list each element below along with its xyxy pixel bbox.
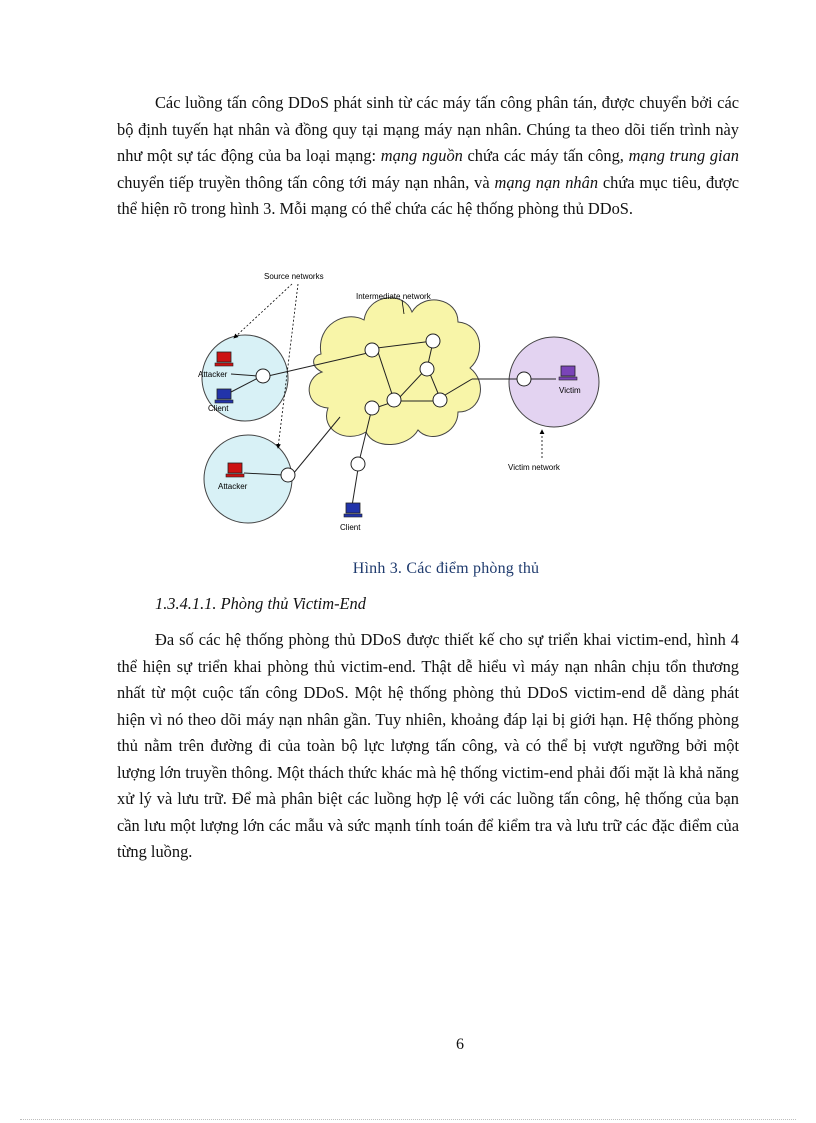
router-node — [365, 401, 379, 415]
router-node — [281, 468, 295, 482]
router-node — [387, 393, 401, 407]
client-computer-icon — [344, 503, 362, 517]
router-node — [433, 393, 447, 407]
intro-text-1: Các luồng tấn công DDoS phát sinh từ các máy tấn công phân tán, được chuyển bởi các bộ định tuyến hạt nhân và đồng quy tại mạng máy nạn nhân. Chúng ta theo dõi tiến trình này như một sự tác động của ba loại mạng: — [117, 93, 739, 165]
victim-computer-icon — [559, 366, 577, 380]
section-subheading: 1.3.4.1.1. Phòng thủ Victim-End — [155, 594, 366, 613]
router-node — [351, 457, 365, 471]
router-node — [420, 362, 434, 376]
attacker-computer-icon — [226, 463, 244, 477]
attacker-label: Attacker — [218, 482, 248, 491]
router-node — [517, 372, 531, 386]
intro-text-4: chứa mục tiêu, được thể hiện rõ trong hình 3. Mỗi mạng có thể chứa các hệ thống phòng thủ DDoS. — [117, 172, 740, 218]
router-node — [256, 369, 270, 383]
router-node — [426, 334, 440, 348]
term-source-network: mạng nguồn — [380, 146, 463, 165]
network-diagram — [186, 262, 606, 540]
figure-caption: Hình 3. Các điểm phòng thủ — [352, 560, 540, 577]
victim-network-label: Victim network — [508, 463, 560, 472]
source-networks-label: Source networks — [264, 272, 324, 281]
page-bottom-divider — [20, 1119, 796, 1120]
client-label: Client — [208, 404, 229, 413]
client-computer-icon — [215, 389, 233, 403]
client-label: Client — [340, 523, 361, 532]
router-node — [365, 343, 379, 357]
victim-label: Victim — [559, 386, 581, 395]
term-intermediate-network: mạng trung gian — [628, 146, 739, 165]
intermediate-network-label: Intermediate network — [356, 292, 431, 301]
page-number: 6 — [456, 1036, 464, 1053]
intro-text-2: chứa các máy tấn công, — [462, 146, 629, 165]
term-victim-network: mạng nạn nhân — [494, 172, 599, 192]
attacker-computer-icon — [215, 352, 233, 366]
intro-text-3: chuyển tiếp truyền thông tấn công tới máy nạn nhân, và — [117, 172, 495, 192]
victim-end-paragraph: Đa số các hệ thống phòng thủ DDoS được thiết kế cho sự triển khai victim-end, hình 4 thể hiện sự triển khai phòng thủ victim-end. Thật dễ hiểu vì máy nạn nhân chịu tổn thương nhất từ một cuộc tấn công DDoS. Một hệ thống phòng thủ DDoS victim-end dễ dàng phát hiện vì nó theo dõi máy nạn nhân gần. Tuy nhiên, khoảng đáp lại bị giới hạn. Hệ thống phòng thủ nằm trên đường đi của toàn bộ lực lượng tấn công, và có thể bị vượt ngưỡng bởi một lượng lớn truyền thông. Một thách thức khác mà hệ thống victim-end phải đối mặt là khả năng xử lý và lưu trữ. Để mà phân biệt các luồng hợp lệ với các luồng tấn công, hệ thống của bạn cần lưu một lượng lớn các mẫu và sức mạnh tính toán để kiểm tra và lưu trữ các đặc điểm của từng luồng. — [117, 630, 739, 861]
intro-paragraph — [117, 90, 739, 223]
attacker-label: Attacker — [198, 370, 228, 379]
source-network-bottom — [204, 435, 292, 523]
